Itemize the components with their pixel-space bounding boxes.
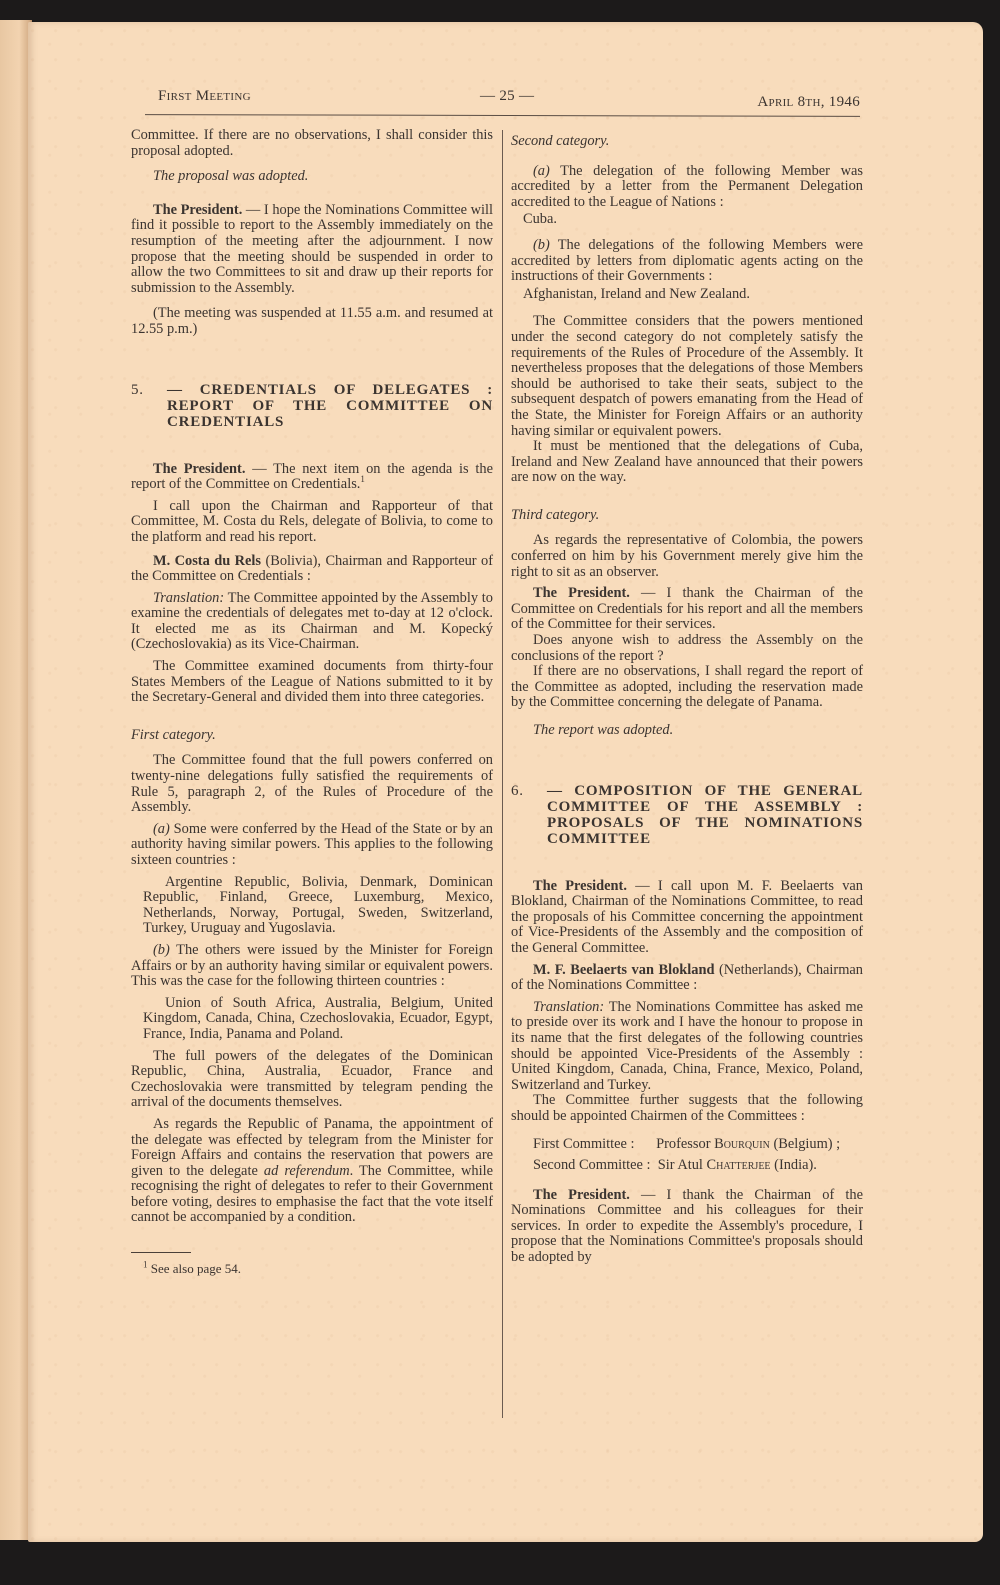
chair-name: Sir Atul	[657, 1157, 707, 1174]
paragraph	[511, 238, 863, 285]
speech-text: — I call upon M. F. Beelaerts van Blokland, Chairman of the Nominations Committee, to read the proposals of his Committee concerning the appointment of Vice-Presidents of the Assembly and the composition of the General Committee.	[511, 877, 863, 956]
speaker-name: The President.	[533, 585, 630, 602]
paragraph: The Committee further suggests that the following should be appointed Chairmen of the Committees :	[511, 1092, 863, 1124]
country-list: Argentine Republic, Bolivia, Denmark, Dominican Republic, Finland, Greece, Luxemburg, Mexico, Netherlands, Norway, Portugal, Sweden, Switzerland, Turkey, Uruguay and Yugoslavia.	[143, 873, 493, 937]
paragraph: If there are no observations, I shall regard the report of the Committee as adopted, including the reservation made by the Committee concerning the delegate of Panama.	[511, 663, 863, 711]
speech-president	[511, 879, 863, 957]
speaker-name: The President.	[533, 877, 627, 894]
country-list: Cuba.	[523, 211, 557, 228]
paragraph: The Committee considers that the powers mentioned under the second category do not completely satisfy the requirements of the Rules of Procedure of the Assembly. It nevertheless proposes that the delegations of those Members should be authorised to take their seats, subject to the subsequent despatch of powers emanating from the Head of the State, the Minister for Foreign Affairs or an authority having similar or equivalent powers.	[511, 313, 863, 439]
adoption-note: The proposal was adopted.	[153, 168, 309, 185]
page-number: — 25 —	[480, 88, 535, 104]
chair-country: (India).	[774, 1157, 817, 1174]
section-title: — COMPOSITION OF THE GENERAL COMMITTEE OF THE ASSEMBLY : PROPOSALS OF THE NOMINATIONS COMMITTEE	[547, 782, 863, 847]
speech-text: — I thank the Chairman of the Committee on Credentials for his report and all the members of the Committee for their services.	[511, 585, 864, 633]
paragraph: It must be mentioned that the delegations of Cuba, Ireland and New Zealand have announced that their powers are now on the way.	[511, 438, 863, 486]
item-label: (b)	[153, 941, 170, 958]
paragraph-text: Some were conferred by the Head of the State or by an authority having similar powers. This applies to the following sixteen countries :	[131, 820, 493, 868]
section-title: — CREDENTIALS OF DELEGATES : REPORT OF THE COMMITTEE ON CREDENTIALS	[167, 381, 493, 430]
speaker-name: M. Costa du Rels	[153, 552, 262, 569]
paragraph: The Committee found that the full powers conferred on twenty-nine delegations fully satisfied the requirements of Rule 5, paragraph 2, of the Rules of Procedure of the Assembly.	[131, 752, 493, 816]
paragraph: Committee. If there are no observations, I shall consider this proposal adopted.	[131, 127, 493, 159]
paragraph-text: The delegations of the following Members were accredited by letters from diplomatic agents acting on the instructions of their Governments :	[511, 236, 863, 285]
category-label: Third category.	[511, 506, 600, 523]
footnote	[131, 1261, 493, 1277]
footnote-rule	[131, 1252, 191, 1253]
right-column	[511, 134, 863, 1272]
section-number: 5.	[131, 381, 144, 398]
section-heading-6	[511, 783, 863, 847]
latin-phrase: ad referendum	[263, 1162, 350, 1179]
header-meeting-title: First Meeting	[158, 88, 251, 104]
committee-name: Second Committee :	[533, 1157, 651, 1174]
left-column	[131, 128, 493, 1283]
paragraph-text: . The Committee, while recognising the right of delegates to refer to their Government before voting, desires to emphasise the fact that the vote itself cannot be accompanied by a condition.	[131, 1162, 493, 1226]
speech-text: — I thank the Chairman of the Nominations Committee and his colleagues for their services. In order to expedite the Assembly's procedure, I propose that the Nominations Committee's proposals should be adopted by	[511, 1186, 864, 1266]
country-list: Afghanistan, Ireland and New Zealand.	[523, 285, 750, 302]
chair-surname: Bourquin	[714, 1135, 770, 1152]
paragraph: Does anyone wish to address the Assembly on the conclusions of the report ?	[511, 632, 863, 664]
speech-president	[511, 1188, 863, 1266]
speech-costa-du-rels	[131, 554, 493, 585]
paragraph	[511, 164, 863, 211]
translation-label: Translation:	[153, 589, 225, 606]
speech-president	[511, 586, 863, 633]
speech-text: — The next item on the agenda is the report of the Committee on Credentials.	[131, 460, 493, 493]
speech-text: (Bolivia), Chairman and Rapporteur of the Committee on Credentials :	[131, 552, 493, 585]
paragraph: The full powers of the delegates of the Dominican Republic, China, Australia, Ecuador, France and Czechoslovakia were transmitted by telegram pending the arrival of the documents themselves.	[131, 1047, 493, 1111]
item-label: (a)	[533, 162, 550, 179]
category-label: First category.	[131, 726, 216, 743]
header-date: April 8th, 1946	[757, 94, 860, 110]
committee-chair-entry	[511, 1137, 863, 1153]
paragraph-text: The delegation of the following Member was accredited by a letter from the Permanent Delegation accredited to the League of Nations :	[511, 162, 863, 210]
footnote-reference[interactable]: 1	[360, 474, 365, 485]
committee-name: First Committee :	[533, 1135, 635, 1152]
paragraph	[131, 943, 493, 990]
paragraph-text: As regards the Republic of Panama, the appointment of the delegate was effected by telegram from the Minister for Foreign Affairs and contains the reservation that powers are given to the delegate	[131, 1115, 493, 1179]
speaker-name: The President.	[153, 201, 243, 218]
paragraph	[131, 591, 493, 653]
speech-president	[131, 203, 493, 297]
item-label: (a)	[153, 820, 170, 837]
speech-text: — I hope the Nominations Committee will find it possible to report to the Assembly immediately on the resumption of the meeting after the adjournment. I now propose that the meeting should be suspended in order to allow the two Committees to sit and draw up their reports for submission to the Assembly.	[131, 201, 493, 296]
paragraph-text: The others were issued by the Minister for Foreign Affairs or by an authority having similar or equivalent powers. This was the case for the following thirteen countries :	[131, 941, 493, 990]
paragraph: The Committee examined documents from thirty-four States Members of the League of Nations submitted to it by the Secretary-General and divided them into three categories.	[131, 658, 493, 706]
section-heading-5	[131, 382, 493, 430]
paragraph	[131, 822, 493, 869]
speaker-name: M. F. Beelaerts van Blokland	[533, 961, 715, 978]
country-list: Union of South Africa, Australia, Belgium, United Kingdom, Canada, China, Czechoslovakia, Ecuador, Egypt, France, India, Panama and Poland.	[143, 994, 493, 1042]
speaker-name: The President.	[153, 460, 246, 477]
speech-president	[131, 462, 493, 493]
chair-country: (Belgium) ;	[773, 1135, 841, 1152]
footnote-mark: 1	[143, 1259, 148, 1270]
speaker-name: The President.	[533, 1186, 630, 1203]
section-number: 6.	[511, 782, 524, 799]
column-divider	[502, 130, 503, 1418]
footnote-text: See also page 54.	[150, 1261, 242, 1277]
running-header	[130, 86, 860, 110]
item-label: (b)	[533, 236, 550, 253]
paragraph-text: The Nominations Committee has asked me to preside over its work and I have the honour to propose in its name that the first delegates of the following countries should be appointed Vice-Presidents of the Assembly : United Kingdom, Canada, China, France, Mexico, Poland, Switzerland and Turkey.	[511, 998, 863, 1093]
adoption-note: The report was adopted.	[533, 722, 674, 738]
speech-text: (Netherlands), Chairman of the Nominations Committee :	[511, 961, 863, 994]
paragraph	[511, 1000, 863, 1094]
chair-surname: Chatterjee	[706, 1157, 771, 1174]
translation-label: Translation:	[533, 998, 605, 1015]
paragraph-text: The Committee appointed by the Assembly to examine the credentials of delegates met to-day at 12 o'clock. It elected me as its Chairman and M. Kopecký (Czechoslovakia) as its Vice-Chairman.	[131, 589, 493, 653]
paragraph: I call upon the Chairman and Rapporteur of that Committee, M. Costa du Rels, delegate of Bolivia, to come to the platform and read his report.	[131, 497, 493, 545]
paragraph	[131, 1117, 493, 1226]
chair-name: Professor	[656, 1135, 715, 1152]
paragraph: As regards the representative of Colombia, the powers conferred on him by his Government merely give him the right to sit as an observer.	[511, 532, 863, 580]
category-label: Second category.	[511, 133, 610, 149]
suspension-note: (The meeting was suspended at 11.55 a.m. and resumed at 12.55 p.m.)	[131, 305, 493, 337]
speech-beelaerts-van-blokland	[511, 963, 863, 994]
committee-chair-entry	[511, 1158, 863, 1174]
